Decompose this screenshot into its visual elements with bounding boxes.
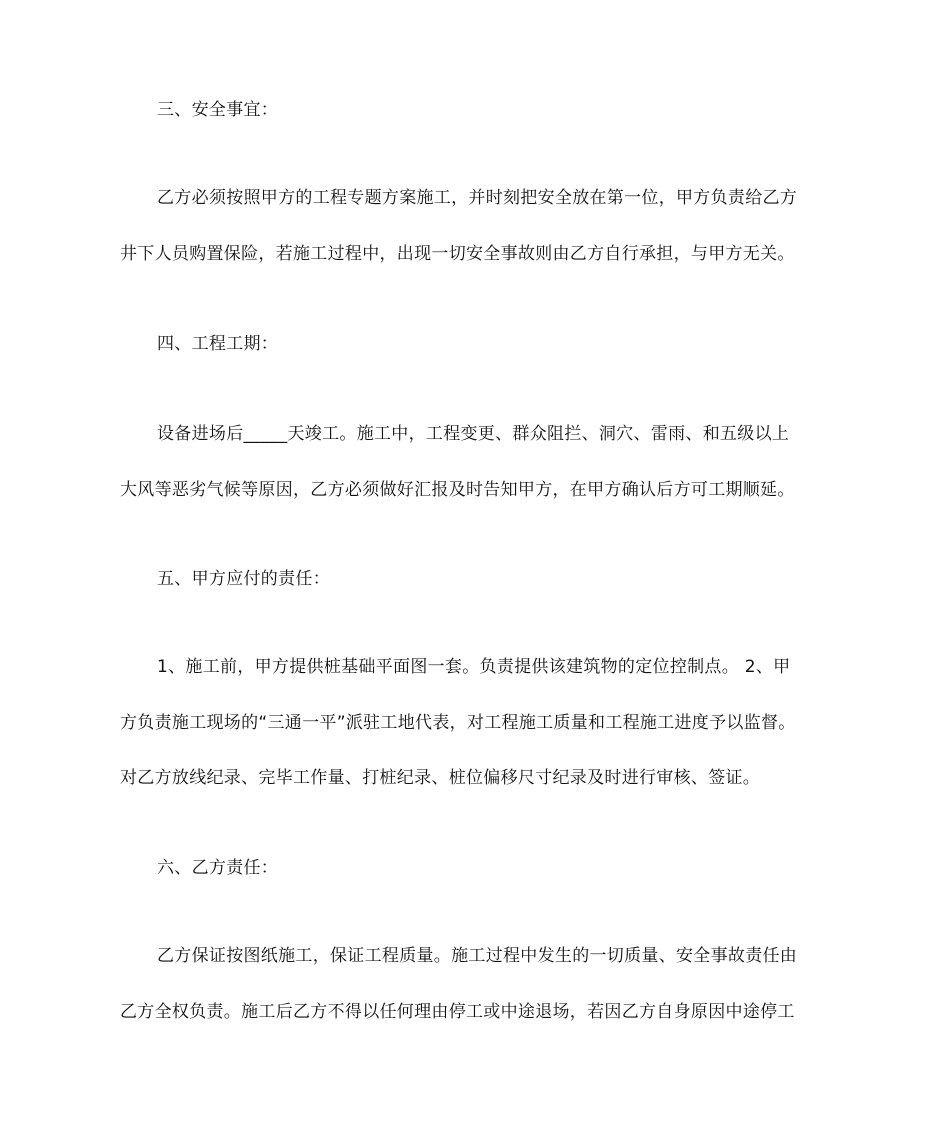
section-heading-party-a-duties: 五、甲方应付的责任： [157,569,330,589]
paragraph-line: 对乙方放线纪录、完毕工作量、打桩纪录、桩位偏移尺寸纪录及时进行审核、签证。 [120,768,761,788]
paragraph-line: 设备进场后_____天竣工。施工中，工程变更、群众阻拦、洞穴、雷雨、和五级以上 [157,424,790,444]
paragraph-line: 井下人员购置保险，若施工过程中，出现一切安全事故则由乙方自行承担，与甲方无关。 [120,244,795,264]
paragraph-line: 乙方全权负责。施工后乙方不得以任何理由停工或中途退场，若因乙方自身原因中途停工 [120,1002,795,1022]
section-heading-safety: 三、安全事宜： [157,100,279,120]
paragraph-line: 大风等恶劣气候等原因，乙方必须做好汇报及时告知甲方，在甲方确认后方可工期顺延。 [120,480,795,500]
paragraph-line: 乙方必须按照甲方的工程专题方案施工，并时刻把安全放在第一位，甲方负责给乙方 [157,188,798,208]
section-heading-schedule: 四、工程工期： [157,334,279,354]
paragraph-line: 方负责施工现场的“三通一平”派驻工地代表，对工程施工质量和工程施工进度予以监督。 [120,713,796,733]
paragraph-line: 1、施工前，甲方提供桩基础平面图一套。负责提供该建筑物的定位控制点。 2、甲 [157,657,791,677]
section-heading-party-b-duties: 六、乙方责任： [157,858,279,878]
paragraph-line: 乙方保证按图纸施工，保证工程质量。施工过程中发生的一切质量、安全事故责任由 [157,946,798,966]
